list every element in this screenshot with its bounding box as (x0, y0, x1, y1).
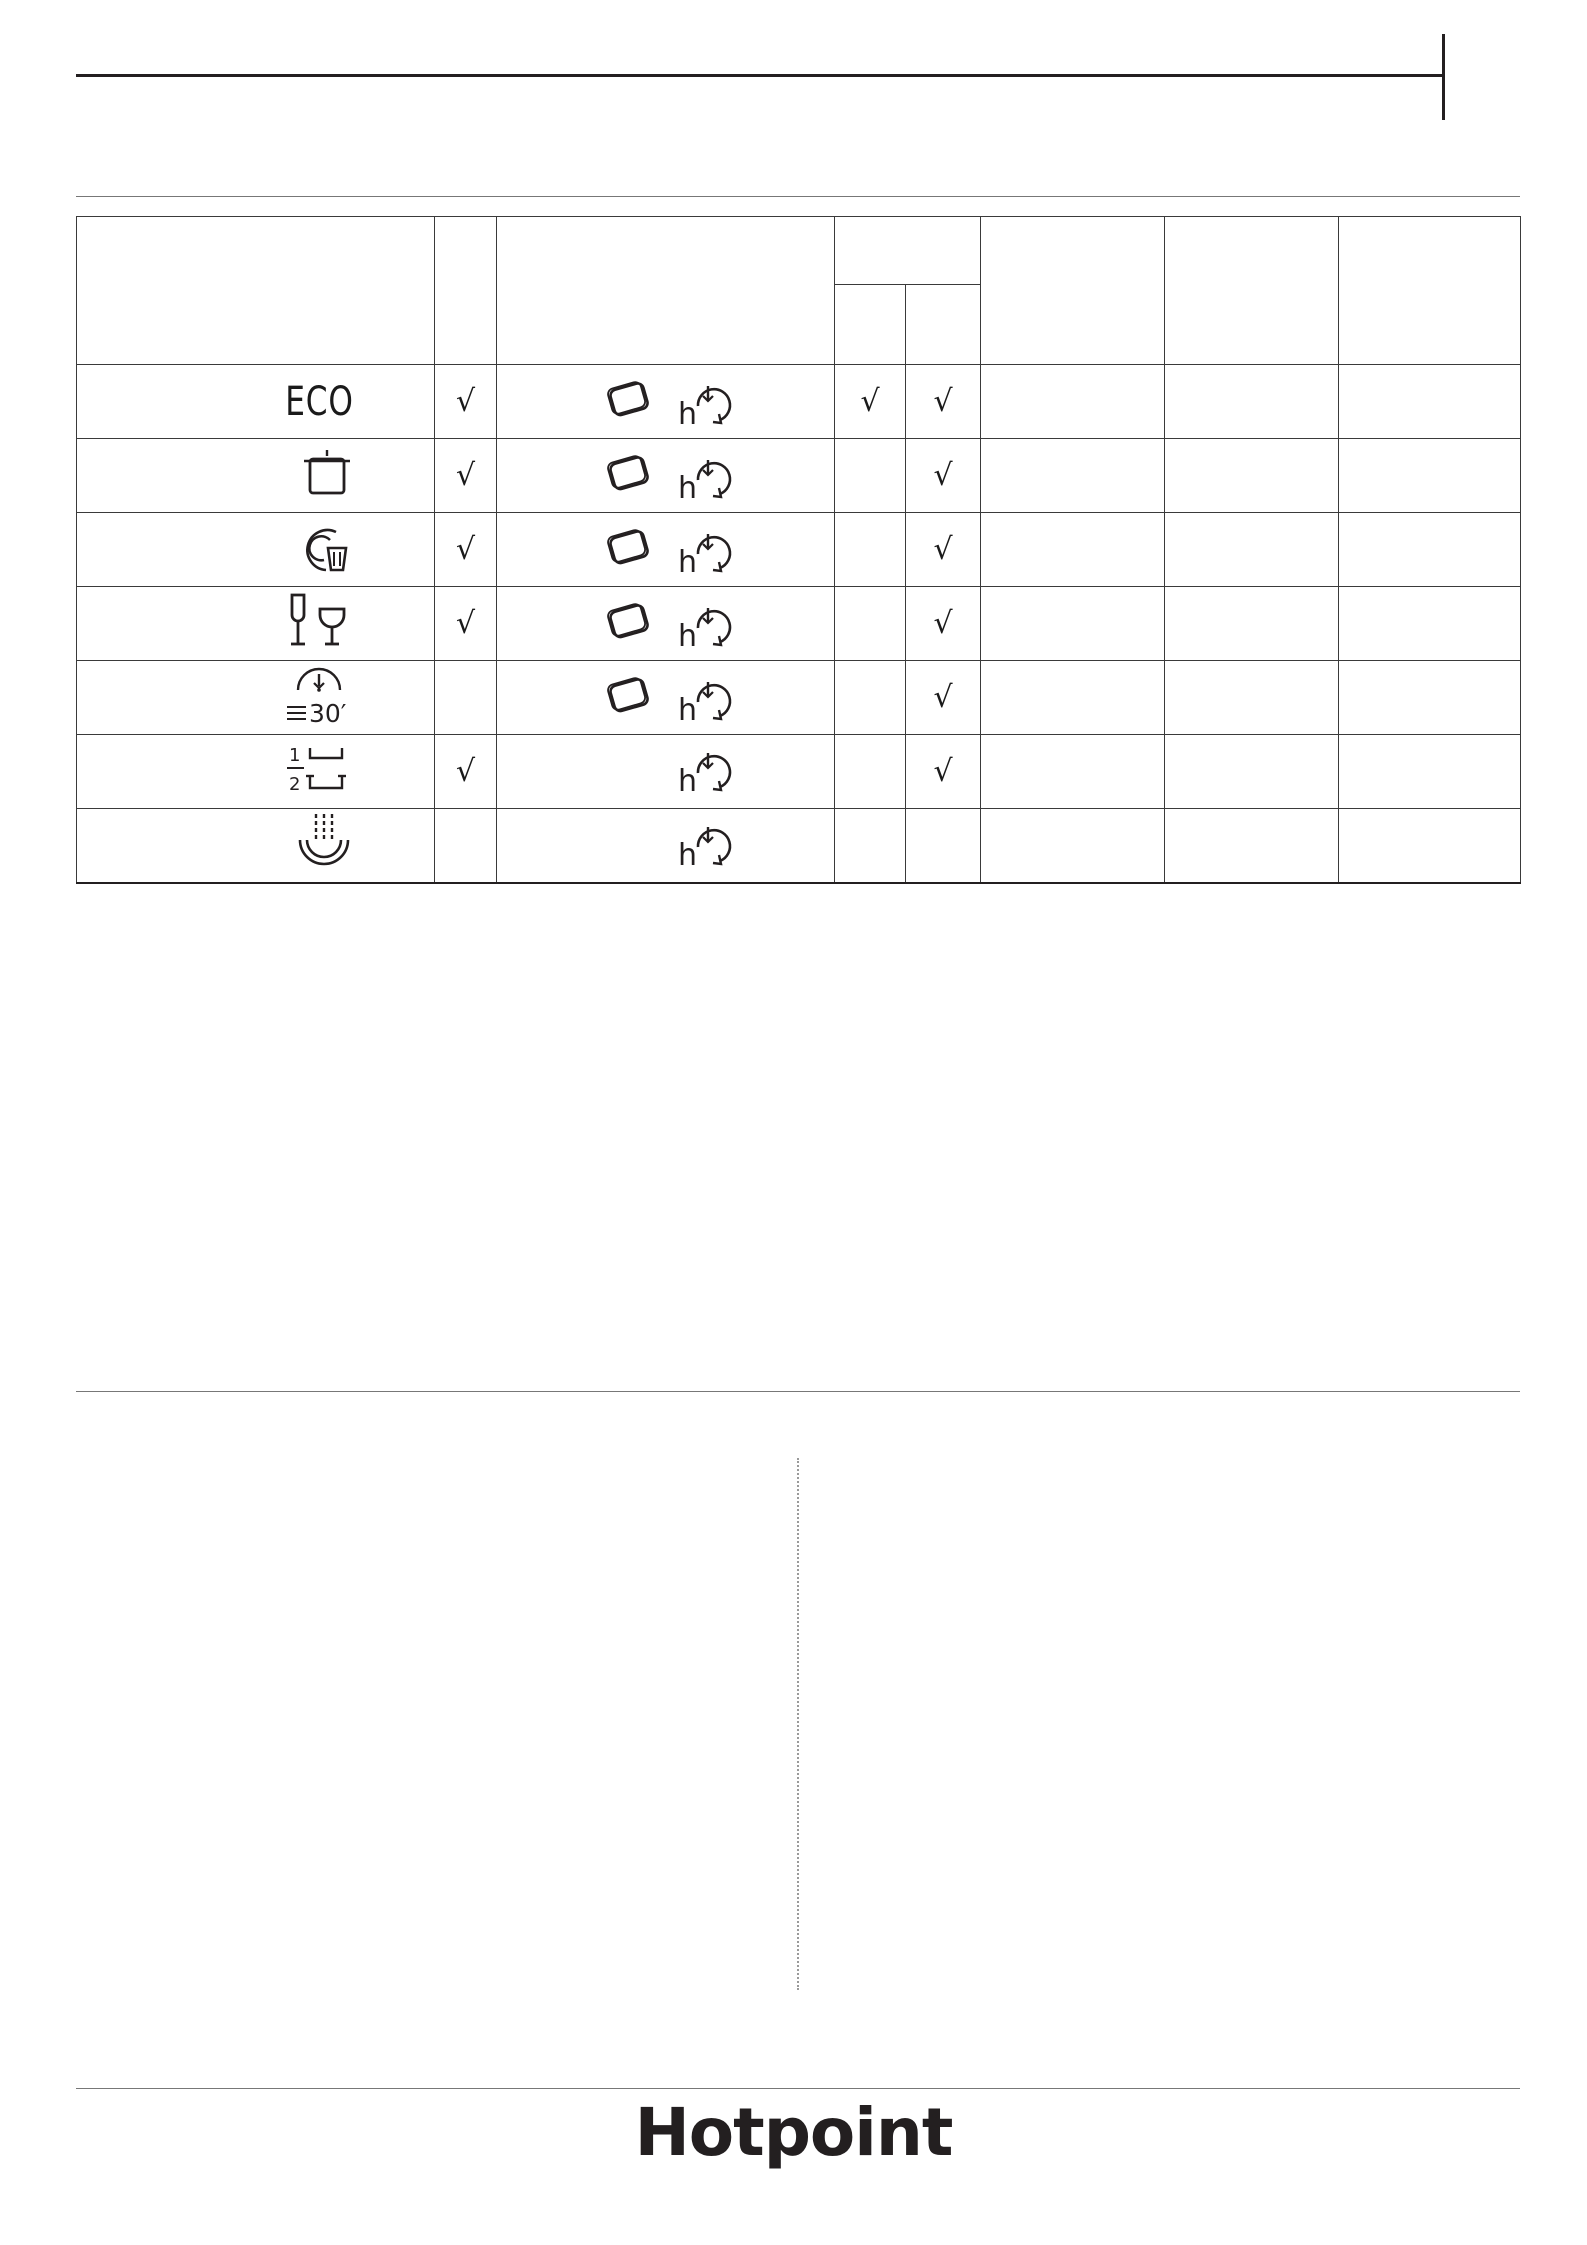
tick-cell (435, 661, 497, 735)
section-rule-bottom (76, 1391, 1520, 1392)
empty-cell (1339, 809, 1521, 884)
tick-cell (906, 365, 981, 439)
table-row (77, 661, 1521, 735)
top-right-tick (1442, 34, 1445, 120)
tick-cell (835, 661, 906, 735)
programme-symbol-cell (77, 735, 435, 809)
options-cell (497, 661, 835, 735)
delay-start-icon (676, 598, 734, 654)
tick-cell (435, 735, 497, 809)
tick-mark: √ (455, 606, 476, 641)
delay-start-icon (676, 376, 728, 432)
tablet-icon (604, 672, 656, 724)
options-cell (497, 439, 835, 513)
table-row (77, 365, 1521, 439)
tick-cell (906, 513, 981, 587)
delay-start-icon (676, 376, 734, 432)
tick-mark: √ (933, 384, 953, 419)
tick-cell (435, 809, 497, 884)
programme-symbol-cell (77, 809, 435, 884)
empty-cell (1165, 809, 1339, 884)
tablet-icon (604, 524, 656, 576)
empty-cell (1165, 439, 1339, 513)
tablet-icon (604, 524, 656, 570)
empty-cell (1339, 513, 1521, 587)
programme-symbol-cell (77, 439, 435, 513)
options-icons (604, 598, 728, 654)
options-icons (604, 672, 728, 728)
empty-cell (1339, 439, 1521, 513)
programme-symbol-cell (77, 365, 435, 439)
tick-mark: √ (455, 384, 476, 419)
tick-cell (906, 661, 981, 735)
top-rule (76, 74, 1444, 77)
delay-start-icon (676, 743, 728, 799)
empty-cell (981, 735, 1165, 809)
tablet-icon (604, 743, 656, 795)
delay-start-icon (676, 598, 728, 654)
empty-cell (1339, 661, 1521, 735)
tick-cell (835, 735, 906, 809)
header-cell (1165, 217, 1339, 365)
empty-cell (981, 809, 1165, 884)
header-cell (981, 217, 1165, 365)
tablet-icon (604, 376, 656, 422)
options-icons (604, 524, 728, 580)
programme-symbol-cell (77, 661, 435, 735)
options-cell (497, 513, 835, 587)
delay-start-icon (676, 524, 728, 580)
tick-cell (906, 587, 981, 661)
header-cell (435, 217, 497, 365)
tick-mark: √ (933, 680, 953, 715)
programme-table (76, 216, 1521, 884)
daily-icon (296, 563, 354, 580)
empty-cell (1165, 735, 1339, 809)
tablet-icon (604, 376, 656, 428)
empty-cell (1165, 661, 1339, 735)
empty-cell (1165, 513, 1339, 587)
empty-cell (1339, 587, 1521, 661)
tick-cell (835, 809, 906, 884)
tick-cell (435, 513, 497, 587)
svg-text:h: h (677, 692, 697, 728)
delay-start-icon (676, 450, 734, 506)
header-cell (1339, 217, 1521, 365)
pot-icon (300, 487, 354, 504)
empty-cell (1165, 587, 1339, 661)
delay-start-icon (676, 817, 728, 873)
header-cell (77, 217, 435, 365)
tick-cell (835, 439, 906, 513)
quick-30-icon (284, 699, 354, 730)
table-row (77, 587, 1521, 661)
programme-symbol-cell (77, 587, 435, 661)
header-subcell (906, 285, 981, 365)
options-cell (497, 735, 835, 809)
empty-cell (981, 513, 1165, 587)
delay-start-icon (676, 743, 734, 799)
empty-cell (981, 661, 1165, 735)
options-cell (497, 587, 835, 661)
svg-text:h: h (677, 838, 697, 873)
table-row (77, 513, 1521, 587)
options-icons (604, 817, 728, 873)
tick-cell (906, 439, 981, 513)
tablet-icon (604, 450, 656, 496)
column-divider (797, 1458, 799, 1990)
empty-cell (1339, 735, 1521, 809)
delay-start-icon (676, 524, 734, 580)
footer-rule (76, 2088, 1520, 2089)
tick-mark: √ (455, 532, 476, 567)
svg-text:h: h (677, 618, 697, 654)
table-row (77, 439, 1521, 513)
header-subcell (835, 285, 906, 365)
tablet-icon (604, 598, 656, 644)
svg-text:h: h (677, 544, 697, 580)
options-cell (497, 365, 835, 439)
svg-text:2: 2 (289, 774, 301, 795)
hotpoint-logo: Hotpoint (634, 2094, 953, 2171)
table-row (77, 735, 1521, 809)
options-icons (604, 743, 728, 799)
svg-text:h: h (677, 396, 697, 432)
options-cell (497, 809, 835, 884)
empty-cell (981, 439, 1165, 513)
eco-label: ECO (285, 378, 354, 425)
section-rule-top (76, 196, 1520, 197)
empty-cell (1165, 365, 1339, 439)
empty-cell (981, 365, 1165, 439)
table-header-row (77, 217, 1521, 285)
empty-cell (1339, 365, 1521, 439)
svg-text:h: h (677, 470, 697, 506)
tick-mark: √ (933, 754, 953, 789)
tick-cell (835, 587, 906, 661)
tick-cell (435, 439, 497, 513)
empty-cell (981, 587, 1165, 661)
tick-cell (906, 809, 981, 884)
programme-symbol-cell (77, 513, 435, 587)
half-load-icon (284, 745, 354, 804)
tick-cell (835, 365, 906, 439)
tick-cell (906, 735, 981, 809)
delay-start-icon (676, 672, 734, 728)
tablet-icon (604, 450, 656, 502)
options-icons (604, 376, 728, 432)
svg-text:h: h (677, 764, 697, 799)
prewash-icon (294, 863, 354, 880)
glasses-icon (282, 638, 354, 655)
table-row (77, 809, 1521, 884)
svg-text:1: 1 (289, 745, 301, 766)
options-icons (604, 450, 728, 506)
tablet-icon (604, 672, 656, 718)
tick-mark: √ (860, 384, 880, 419)
tablet-icon (604, 598, 656, 650)
delay-start-icon (676, 817, 734, 873)
tick-mark: √ (455, 458, 476, 493)
delay-start-icon (676, 450, 728, 506)
tick-cell (435, 365, 497, 439)
svg-text:30′: 30′ (309, 699, 347, 726)
tick-cell (835, 513, 906, 587)
tick-mark: √ (933, 458, 953, 493)
tick-mark: √ (933, 532, 953, 567)
header-cell-group (835, 217, 981, 285)
tick-mark: √ (933, 606, 953, 641)
header-cell (497, 217, 835, 365)
tablet-icon (604, 817, 656, 869)
delay-start-icon (676, 672, 728, 728)
tick-cell (435, 587, 497, 661)
tick-mark: √ (455, 754, 476, 789)
